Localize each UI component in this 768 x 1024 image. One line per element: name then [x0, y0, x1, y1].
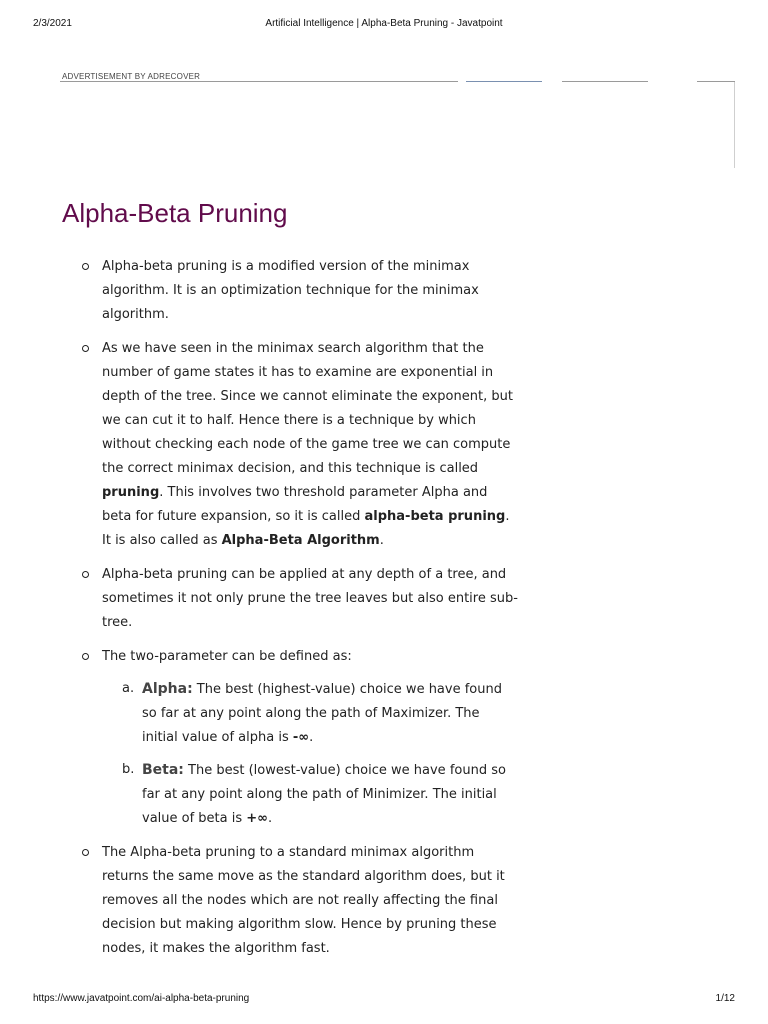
circle-bullet-icon: [82, 849, 89, 856]
parameter-beta: [102, 758, 518, 831]
parameter-text: The best (lowest-value) choice we have found so far at any point along the path of Minimizer. The initial value of beta is: [142, 763, 506, 826]
advertisement-area: [60, 72, 736, 168]
list-item: [78, 255, 518, 327]
initial-value: -∞: [292, 730, 310, 745]
list-item: [78, 563, 518, 635]
ad-divider: [562, 81, 648, 82]
parameter-term: Beta:: [142, 762, 184, 778]
list-item: [78, 841, 518, 961]
page-number: 1/12: [715, 993, 735, 1004]
bullet-text: .: [379, 533, 384, 548]
circle-bullet-icon: [82, 571, 89, 578]
bullet-text: The Alpha-beta pruning to a standard minimax algorithm returns the same move as the standard algorithm does, but it removes all the nodes which are not really affecting the final decision but making algorithm slow. Hence by pruning these nodes, it makes the algorithm fast.: [102, 845, 505, 956]
ad-label: ADVERTISEMENT BY ADRECOVER: [62, 72, 201, 81]
parameter-alpha: [102, 677, 518, 750]
ad-border: [734, 82, 735, 168]
bullet-text: The two-parameter can be defined as:: [102, 649, 352, 664]
parameter-list: [102, 677, 518, 831]
print-date: 2/3/2021: [33, 18, 72, 29]
list-marker: b.: [122, 762, 135, 777]
bold-term: alpha-beta pruning: [364, 509, 506, 524]
page-title: Alpha-Beta Pruning: [62, 198, 288, 228]
list-marker: a.: [122, 681, 135, 696]
print-doc-title: Artificial Intelligence | Alpha-Beta Pruning - Javatpoint: [265, 18, 503, 29]
page-url: https://www.javatpoint.com/ai-alpha-beta-pruning: [33, 993, 250, 1004]
parameter-text: The best (highest-value) choice we have found so far at any point along the path of Maximizer. The initial value of alpha is: [142, 682, 502, 745]
bullet-text: Alpha-beta pruning is a modified version of the minimax algorithm. It is an optimization technique for the minimax algorithm.: [102, 259, 479, 322]
circle-bullet-icon: [82, 263, 89, 270]
bullet-list: [78, 255, 518, 961]
parameter-end: .: [309, 730, 314, 745]
list-item: [78, 337, 518, 553]
bullet-text: As we have seen in the minimax search algorithm that the number of game states it has to examine are exponential in depth of the tree. Since we cannot eliminate the exponent, but we can cut it to half. Hence there is a technique by which without checking each node of the game tree we can compute the correct minimax decision, and this technique is called: [102, 341, 513, 476]
parameter-end: .: [268, 811, 273, 826]
bullet-text: . This involves two threshold parameter Alpha and beta for future expansion, so it is called: [102, 485, 488, 524]
parameter-term: Alpha:: [142, 681, 193, 697]
initial-value: +∞: [246, 811, 269, 826]
bullet-text: . It is also called as: [102, 509, 510, 548]
bullet-text: Alpha-beta pruning can be applied at any depth of a tree, and sometimes it not only prune the tree leaves but also entire sub-tree.: [102, 567, 518, 630]
bold-term: Alpha-Beta Algorithm: [221, 533, 380, 548]
circle-bullet-icon: [82, 345, 89, 352]
circle-bullet-icon: [82, 653, 89, 660]
bold-term: pruning: [102, 485, 160, 500]
ad-divider: [466, 81, 542, 82]
article-content: [78, 255, 518, 971]
ad-divider: [697, 81, 735, 82]
list-item: [78, 645, 518, 831]
ad-divider: [60, 81, 458, 82]
